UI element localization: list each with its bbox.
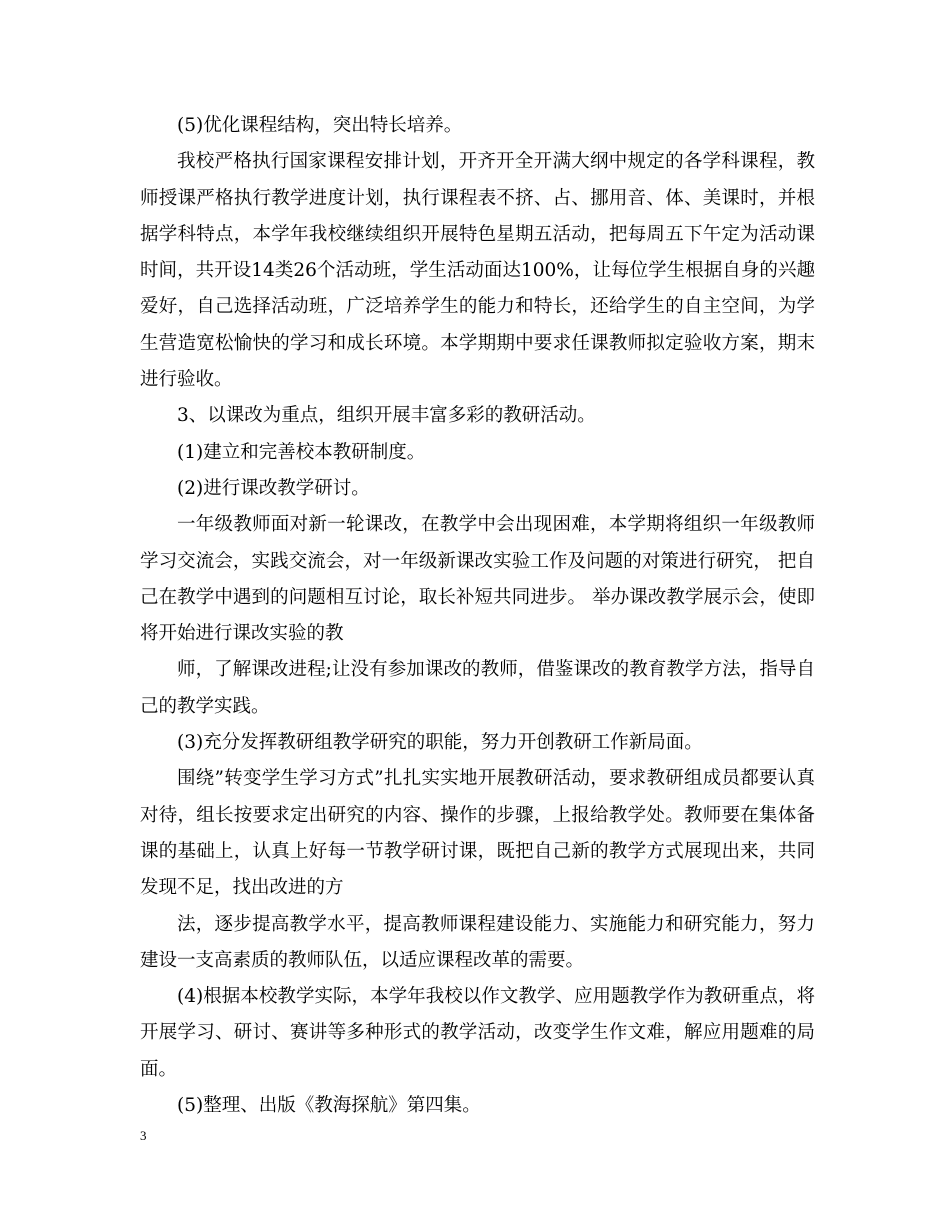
paragraph: (3)充分发挥教研组教学研究的职能，努力开创教研工作新局面。 [177, 732, 703, 754]
paragraph: (1)建立和完善校本教研制度。 [177, 441, 426, 463]
paragraph: (2)进行课改教学研讨。 [177, 477, 370, 499]
paragraph: (4)根据本校教学实际，本学年我校以作文教学、应用题教学作为教研重点，将开展学习、研讨、赛讲等多种形式的教学活动，改变学生作文难，解应用题难的局面。 [140, 986, 815, 1080]
body-text [140, 108, 815, 1124]
paragraph: 我校严格执行国家课程安排计划，开齐开全开满大纲中规定的各学科课程，教师授课严格执行教学进度计划，执行课程表不挤、占、挪用音、体、美课时，并根据学科特点，本学年我校继续组织开展特色星期五活动，把每周五下午定为活动课时间，共开设14类26个活动班，学生活动面达100%，让每位学生根据自身的兴趣爱好，自己选择活动班，广泛培养学生的能力和特长，还给学生的自主空间，为学生营造宽松愉快的学习和成长环境。本学期期中要求任课教师拟定验收方案，期末进行验收。 [140, 151, 815, 391]
paragraph: 师，了解课改进程;让没有参加课改的教师，借鉴课改的教育教学方法，指导自己的教学实践。 [140, 659, 815, 717]
paragraph: (5)优化课程结构，突出特长培养。 [177, 115, 463, 136]
paragraph: 3、以课改为重点，组织开展丰富多彩的教研活动。 [177, 405, 596, 427]
paragraph: 法，逐步提高教学水平，提高教师课程建设能力、实施能力和研究能力，努力建设一支高素质的教师队伍，以适应课程改革的需要。 [140, 913, 815, 971]
paragraph: (5)整理、出版《教海探航》第四集。 [177, 1095, 481, 1117]
paragraph: 一年级教师面对新一轮课改，在教学中会出现困难，本学期将组织一年级教师学习交流会，实践交流会，对一年级新课改实验工作及问题的对策进行研究， 把自己在教学中遇到的问题相互讨论，取长补短共同进步。 举办课改教学展示会，使即将开始进行课改实验的教 [140, 514, 815, 645]
page-number: 3 [140, 1128, 147, 1143]
paragraph: 围绕”转变学生学习方式”扎扎实实地开展教研活动，要求教研组成员都要认真对待，组长按要求定出研究的内容、操作的步骤，上报给教学处。教师要在集体备课的基础上，认真上好每一节教学研讨课，既把自己新的教学方式展现出来，共同发现不足，找出改进的方 [140, 768, 815, 899]
